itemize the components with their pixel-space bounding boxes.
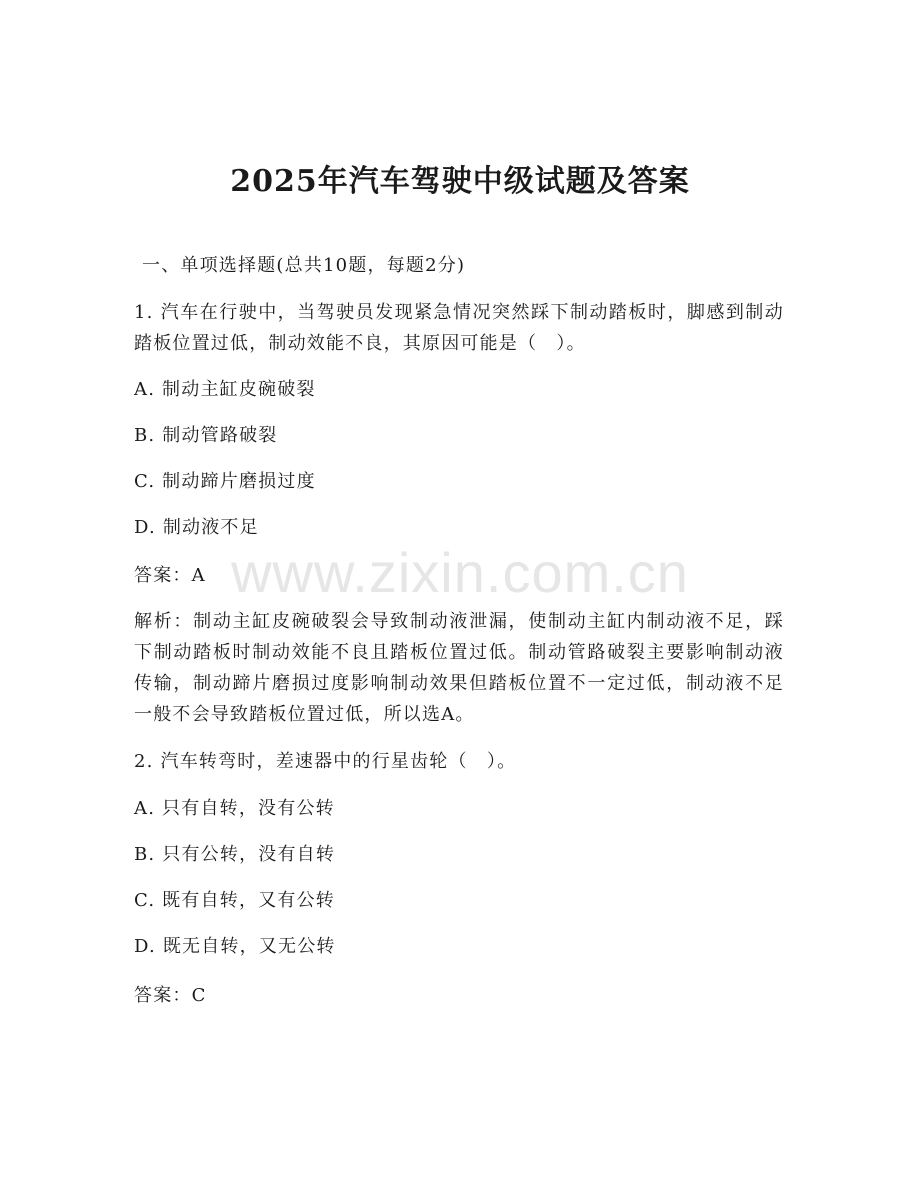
question-2-option-b: B. 只有公转，没有自转 (134, 844, 336, 865)
page-title: 2025年汽车驾驶中级试题及答案 (230, 164, 690, 199)
section-header: 一、单项选择题(总共10题，每题2分) (142, 255, 466, 276)
question-2-stem: 2. 汽车转弯时，差速器中的行星齿轮（ ）。 (134, 751, 517, 772)
question-1-stem: 1. 汽车在行驶中，当驾驶员发现紧急情况突然踩下制动踏板时，脚感到制动踏板位置过低，制动效能不良，其原因可能是（ ）。 (134, 302, 784, 354)
question-2-option-d: D. 既无自转，又无公转 (134, 936, 336, 957)
question-1-option-c: C. 制动蹄片磨损过度 (134, 471, 316, 492)
question-1-option-b: B. 制动管路破裂 (134, 425, 278, 446)
question-1-option-a: A. 制动主缸皮碗破裂 (134, 379, 316, 400)
question-1-answer: 答案：A (134, 565, 206, 586)
question-1-explanation: 解析：制动主缸皮碗破裂会导致制动液泄漏，使制动主缸内制动液不足，踩下制动踏板时制动效能不良且踏板位置过低。制动管路破裂主要影响制动液传输，制动蹄片磨损过度影响制动效果但踏板位置不一定过低，制动液不足一般不会导致踏板位置过低，所以选A。 (134, 611, 784, 725)
question-2-option-c: C. 既有自转，又有公转 (134, 890, 335, 911)
question-1-option-d: D. 制动液不足 (134, 517, 259, 538)
question-2-answer: 答案：C (134, 985, 207, 1006)
watermark: www.zixin.com.cn (231, 541, 689, 604)
question-2-option-a: A. 只有自转，没有公转 (134, 798, 335, 819)
